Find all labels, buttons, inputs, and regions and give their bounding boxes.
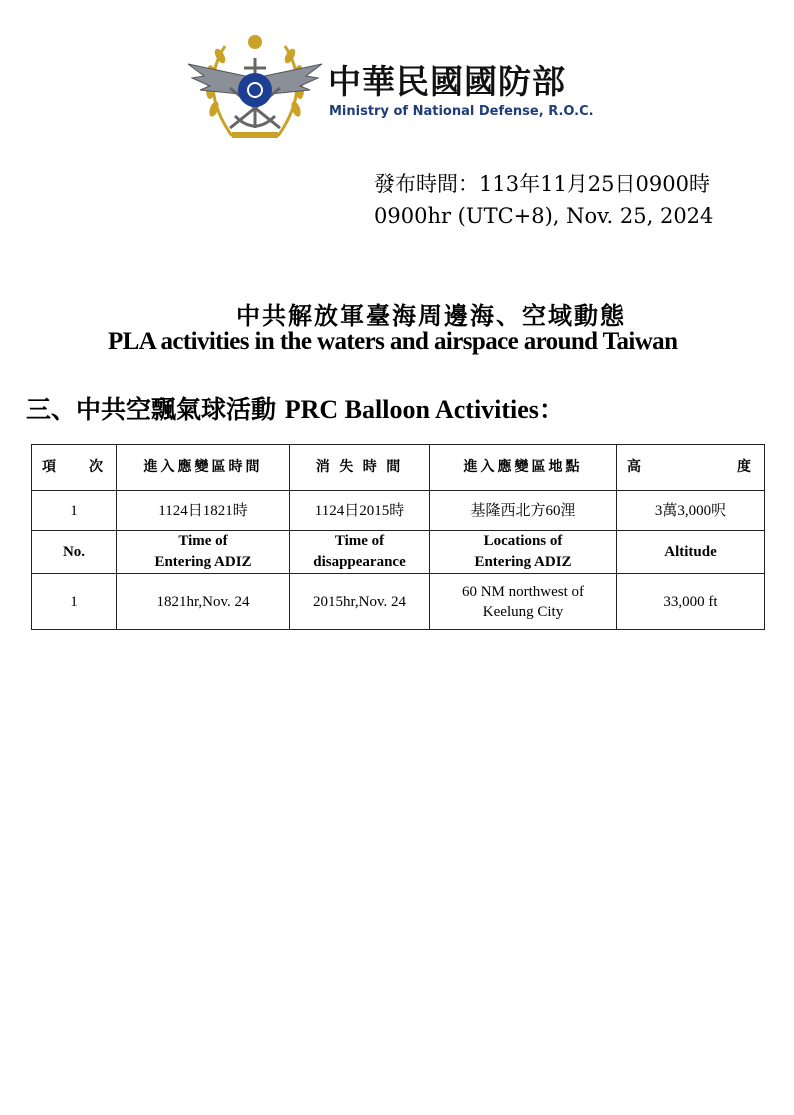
balloon-activity-table xyxy=(31,444,765,630)
section-heading-suffix: ： xyxy=(538,395,564,424)
cell-location-en: 60 NM northwest of Keelung City xyxy=(430,574,617,630)
document-title-en: PLA activities in the waters and airspace around Taiwan xyxy=(108,328,678,355)
document-title-zh: 中共解放軍臺海周邊海、空域動態 xyxy=(236,301,626,330)
cell-altitude-en: 33,000 ft xyxy=(617,574,765,630)
table-row xyxy=(32,491,765,531)
header-disappear-time-en: Time of disappearance xyxy=(290,531,430,574)
table-row xyxy=(32,574,765,630)
header-enter-time-zh: 進入應變區時間 xyxy=(117,445,290,491)
release-time xyxy=(374,168,713,232)
header-disappear-time-zh: 消 失 時 間 xyxy=(290,445,430,491)
org-name-zh: 中華民國國防部 xyxy=(328,62,566,101)
cell-enter-time-en: 1821hr,Nov. 24 xyxy=(117,574,290,630)
cell-enter-time: 1124日1821時 xyxy=(117,491,290,531)
cell-disappear-time-en: 2015hr,Nov. 24 xyxy=(290,574,430,630)
cell-no-en: 1 xyxy=(32,574,117,630)
cell-no: 1 xyxy=(32,491,117,531)
header-no-en: No. xyxy=(32,531,117,574)
cell-location: 基隆西北方60浬 xyxy=(430,491,617,531)
header-altitude-zh: 高 度 xyxy=(617,445,765,491)
header-location-zh: 進入應變區地點 xyxy=(430,445,617,491)
cell-altitude: 3萬3,000呎 xyxy=(617,491,765,531)
table-header-row-en xyxy=(32,531,765,574)
header-location-en: Locations of Entering ADIZ xyxy=(430,531,617,574)
header-enter-time-en: Time of Entering ADIZ xyxy=(117,531,290,574)
release-time-en: 0900hr (UTC+8), Nov. 25, 2024 xyxy=(374,204,714,228)
letterhead xyxy=(180,28,640,148)
section-heading-en: PRC Balloon Activities xyxy=(284,395,539,424)
table-header-row-zh xyxy=(32,445,765,491)
release-time-zh: 發布時間：113年11月25日0900時 xyxy=(374,172,710,196)
ministry-emblem-icon xyxy=(180,28,330,146)
cell-disappear-time: 1124日2015時 xyxy=(290,491,430,531)
header-no-zh: 項 次 xyxy=(32,445,117,491)
section-heading-prefix: 三、中共空飄氣球活動 xyxy=(26,395,285,424)
section-heading xyxy=(26,390,564,426)
org-name-en: Ministry of National Defense, R.O.C. xyxy=(329,104,594,119)
header-altitude-en: Altitude xyxy=(617,531,765,574)
